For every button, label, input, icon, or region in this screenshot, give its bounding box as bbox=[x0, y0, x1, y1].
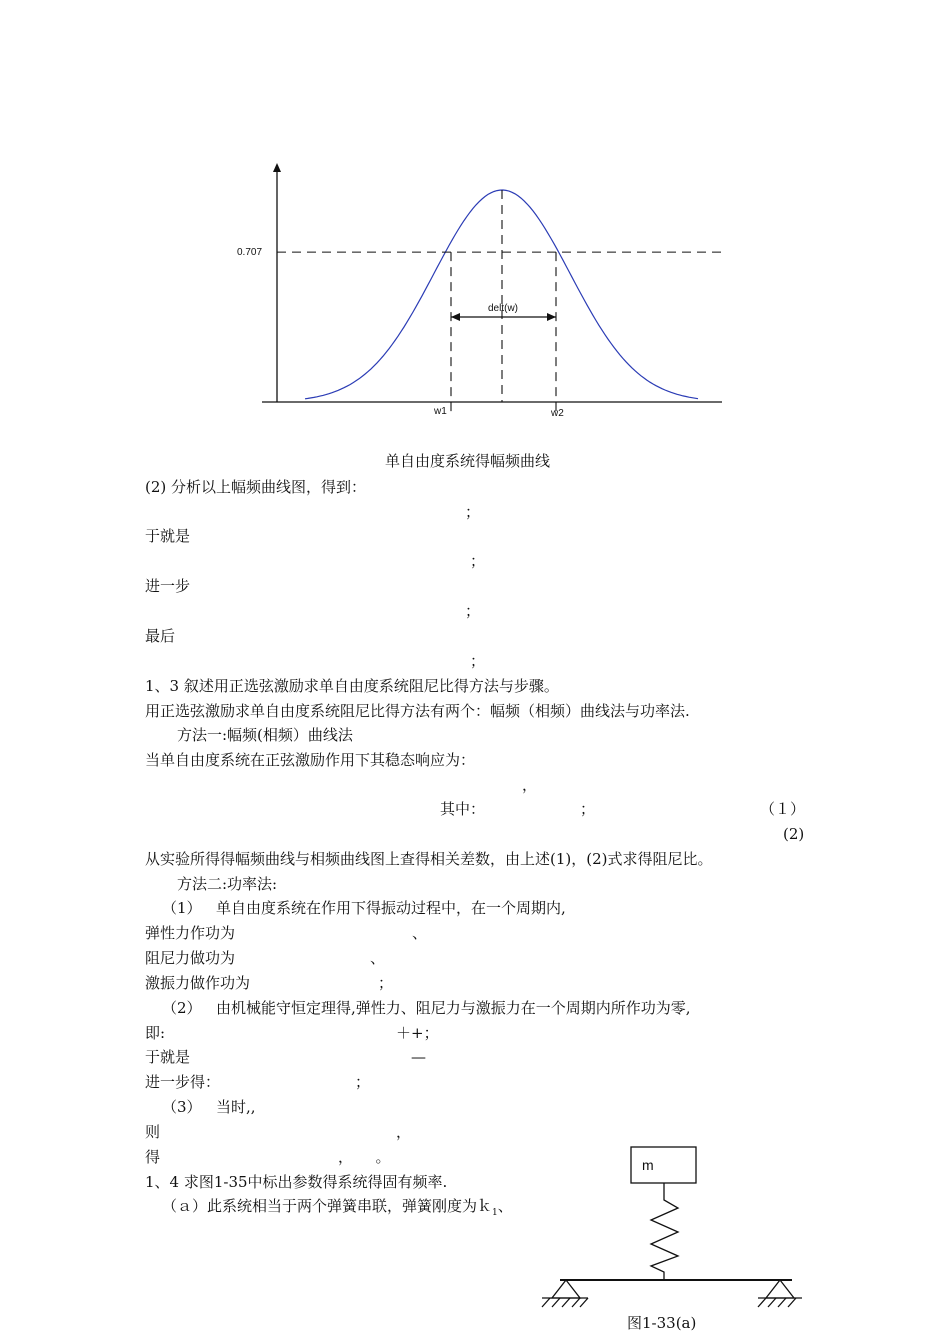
punctuation: 、 bbox=[412, 924, 428, 942]
mass-spring-diagram bbox=[530, 1140, 820, 1330]
from-experiment-line: 从实验所得得幅频曲线与相频曲线图上查得相关差数，由上述(1)，(2)式求得阻尼比。 bbox=[145, 850, 713, 868]
punctuation: ； bbox=[465, 602, 481, 620]
right-pin-support bbox=[758, 1280, 802, 1307]
elastic-work-label: 弹性力作功为 bbox=[145, 924, 236, 942]
step-3-number: （3） bbox=[162, 1098, 202, 1116]
part-a-subscript: 1 bbox=[492, 1208, 498, 1218]
steady-state-line: 当单自由度系统在正弦激励作用下其稳态响应为： bbox=[145, 751, 476, 769]
bandwidth-label: delt(w) bbox=[488, 303, 519, 314]
de-label: 得 bbox=[145, 1148, 161, 1166]
line-jinyibu: 进一步 bbox=[145, 577, 191, 595]
punctuation: ， bbox=[522, 776, 538, 794]
section-1-4-title: 1、4 求图1-35中标出参数得系统得固有频率. bbox=[145, 1173, 448, 1191]
punctuation: ， bbox=[396, 1123, 412, 1141]
analysis-intro: (2) 分析以上幅频曲线图，得到： bbox=[145, 478, 367, 496]
ji-label: 即: bbox=[145, 1024, 166, 1042]
w1-label: w1 bbox=[434, 406, 447, 417]
amplitude-frequency-chart bbox=[0, 0, 950, 430]
punctuation: ； bbox=[470, 652, 486, 670]
yushi-label: 于就是 bbox=[145, 1048, 191, 1066]
section-1-4-part-a bbox=[162, 1197, 513, 1222]
damping-work-label: 阻尼力做功为 bbox=[145, 949, 236, 967]
punctuation: ； bbox=[470, 552, 486, 570]
punctuation: ； bbox=[355, 1073, 371, 1091]
bandwidth-arrowhead-right bbox=[547, 313, 556, 321]
section-1-3-intro: 用正选弦激励求单自由度系统阻尼比得方法有两个：幅频（相频）曲线法与功率法. bbox=[145, 702, 690, 720]
mass-block bbox=[631, 1147, 696, 1183]
ji-expression: ＋+； bbox=[396, 1024, 439, 1042]
part-a-tail: 、 bbox=[497, 1197, 513, 1215]
punctuation: ； bbox=[580, 800, 596, 818]
mass-label: m bbox=[642, 1157, 654, 1173]
excitation-work-label: 激振力做作功为 bbox=[145, 974, 251, 992]
step-3-text: 当时,, bbox=[216, 1098, 256, 1116]
equation-number-1: （１） bbox=[760, 800, 806, 818]
step-1-number: （1） bbox=[162, 899, 202, 917]
step-2-text: 由机械能守恒定理得,弹性力、阻尼力与激振力在一个周期内所作功为零, bbox=[216, 999, 691, 1017]
ze-label: 则 bbox=[145, 1123, 161, 1141]
equation-number-2: (2) bbox=[783, 825, 805, 843]
y-marker-label: 0.707 bbox=[237, 247, 263, 259]
method-one-heading: 方法一:幅频(相频）曲线法 bbox=[177, 726, 353, 744]
left-pin-support bbox=[542, 1280, 588, 1307]
figure1-caption: 单自由度系统得幅频曲线 bbox=[385, 452, 551, 470]
punctuation: 、 bbox=[370, 949, 386, 967]
spring bbox=[651, 1183, 678, 1280]
qizhong-label: 其中： bbox=[440, 800, 486, 818]
punctuation: ； bbox=[378, 974, 394, 992]
punctuation: ， 。 bbox=[338, 1148, 391, 1166]
method-two-heading: 方法二:功率法: bbox=[177, 875, 278, 893]
section-1-3-title: 1、3 叙述用正选弦激励求单自由度系统阻尼比得方法与步骤。 bbox=[145, 677, 559, 695]
line-yushi: 于就是 bbox=[145, 527, 191, 545]
bandwidth-arrowhead-left bbox=[451, 313, 460, 321]
step-2-number: （2） bbox=[162, 999, 202, 1017]
y-axis-arrow bbox=[273, 163, 281, 172]
w2-label: w2 bbox=[551, 408, 564, 419]
yushi-dash: — bbox=[411, 1048, 426, 1066]
figure2-caption: 图1-33(a) bbox=[627, 1314, 697, 1332]
punctuation: ； bbox=[465, 503, 481, 521]
step-1-text: 单自由度系统在作用下得振动过程中，在一个周期内, bbox=[216, 899, 566, 917]
part-a-text: （ａ）此系统相当于两个弹簧串联，弹簧刚度为ｋ bbox=[162, 1197, 493, 1215]
jinyibu-label: 进一步得： bbox=[145, 1073, 221, 1091]
line-zuihou: 最后 bbox=[145, 627, 176, 645]
